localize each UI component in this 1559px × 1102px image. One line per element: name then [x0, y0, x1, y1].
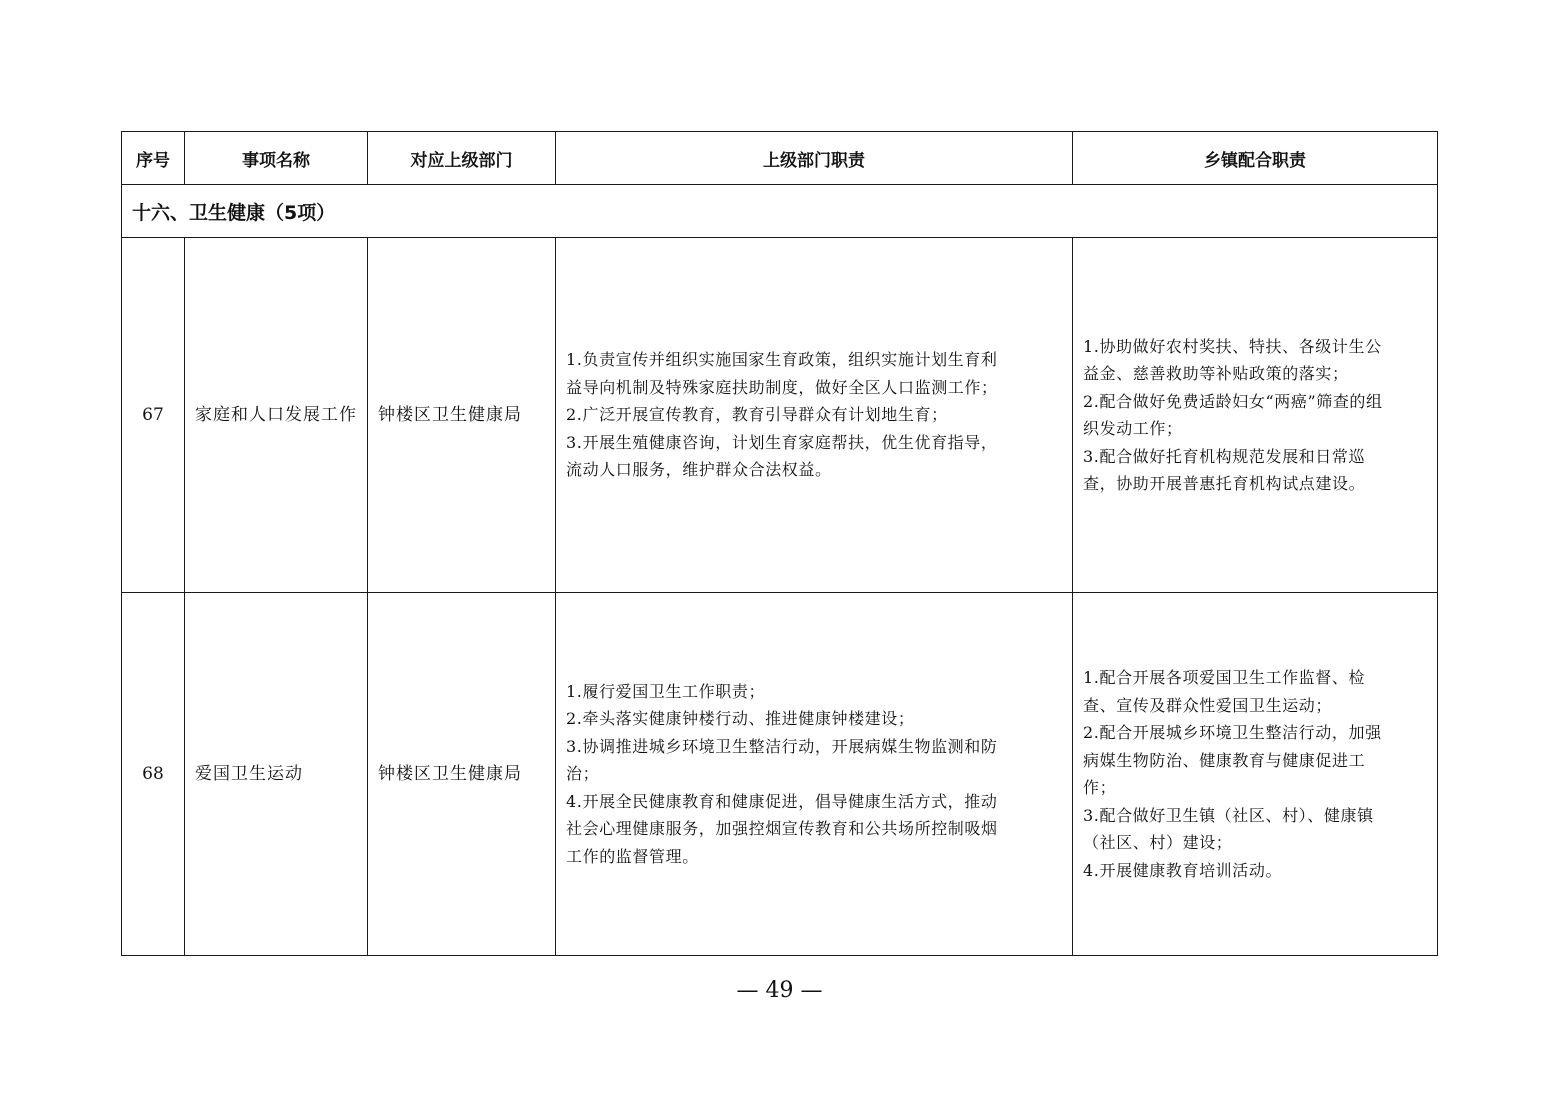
duty-line: 流动人口服务，维护群众合法权益。	[566, 460, 832, 480]
page-number: — 49 —	[736, 978, 823, 1003]
duty-line: 3.配合做好托育机构规范发展和日常巡	[1083, 446, 1366, 466]
duty-line: 治；	[566, 764, 600, 784]
table-row	[122, 593, 1438, 956]
duty-line: 病媒生物防治、健康教育与健康促进工	[1083, 750, 1366, 770]
duty-line: 2.配合做好免费适龄妇女“两癌”筛查的组	[1083, 391, 1383, 411]
superior-duty-cell	[556, 593, 1073, 956]
superior-duty-cell	[556, 238, 1073, 593]
duty-line: 1.配合开展各项爱国卫生工作监督、检	[1083, 668, 1366, 687]
seq-cell: 68	[122, 593, 185, 956]
header-item-name: 事项名称	[185, 132, 368, 185]
duty-line: 2.配合开展城乡环境卫生整洁行动，加强	[1083, 723, 1382, 742]
duty-line: 4.开展全民健康教育和健康促进，倡导健康生活方式，推动	[566, 791, 998, 811]
town-duty-cell	[1073, 238, 1438, 593]
duty-line: 织发动工作；	[1083, 419, 1183, 438]
item-name-cell: 爱国卫生运动	[185, 593, 368, 956]
duty-line: 查，协助开展普惠托育机构试点建设。	[1083, 474, 1366, 493]
section-title: 十六、卫生健康（5项）	[122, 185, 1438, 238]
duty-line: （社区、村）建设；	[1083, 833, 1233, 852]
header-town-duty: 乡镇配合职责	[1073, 132, 1438, 185]
duty-line: 工作的监督管理。	[566, 846, 699, 866]
town-duty-cell	[1073, 593, 1438, 956]
duty-line: 益导向机制及特殊家庭扶助制度，做好全区人口监测工作；	[566, 377, 998, 397]
duty-line: 查、宣传及群众性爱国卫生运动；	[1083, 695, 1333, 715]
duty-line: 2.广泛开展宣传教育，教育引导群众有计划地生育；	[566, 405, 948, 425]
superior-dept-cell: 钟楼区卫生健康局	[368, 238, 556, 593]
duty-line: 1.负责宣传并组织实施国家生育政策，组织实施计划生育利	[566, 350, 998, 370]
duty-line: 3.协调推进城乡环境卫生整洁行动，开展病媒生物监测和防	[566, 736, 998, 756]
duty-line: 2.牵头落实健康钟楼行动、推进健康钟楼建设；	[566, 709, 915, 729]
header-seq: 序号	[122, 132, 185, 185]
table-header-row	[122, 132, 1438, 185]
superior-dept-cell: 钟楼区卫生健康局	[368, 593, 556, 956]
item-name-cell: 家庭和人口发展工作	[185, 238, 368, 593]
duty-line: 3.开展生殖健康咨询，计划生育家庭帮扶，优生优育指导，	[566, 432, 998, 452]
duty-line: 1.协助做好农村奖扶、特扶、各级计生公	[1083, 336, 1382, 356]
duty-line: 作；	[1083, 778, 1117, 797]
header-superior-dept: 对应上级部门	[368, 132, 556, 185]
duty-line: 社会心理健康服务，加强控烟宣传教育和公共场所控制吸烟	[566, 819, 998, 839]
section-row	[122, 185, 1438, 238]
responsibility-table	[121, 131, 1438, 956]
seq-cell: 67	[122, 238, 185, 593]
duty-line: 1.履行爱国卫生工作职责；	[566, 681, 766, 701]
header-superior-duty: 上级部门职责	[556, 132, 1073, 185]
duty-line: 4.开展健康教育培训活动。	[1083, 860, 1283, 880]
table-row	[122, 238, 1438, 593]
duty-line: 3.配合做好卫生镇（社区、村）、健康镇	[1083, 805, 1374, 825]
duty-line: 益金、慈善救助等补贴政策的落实；	[1083, 364, 1349, 383]
